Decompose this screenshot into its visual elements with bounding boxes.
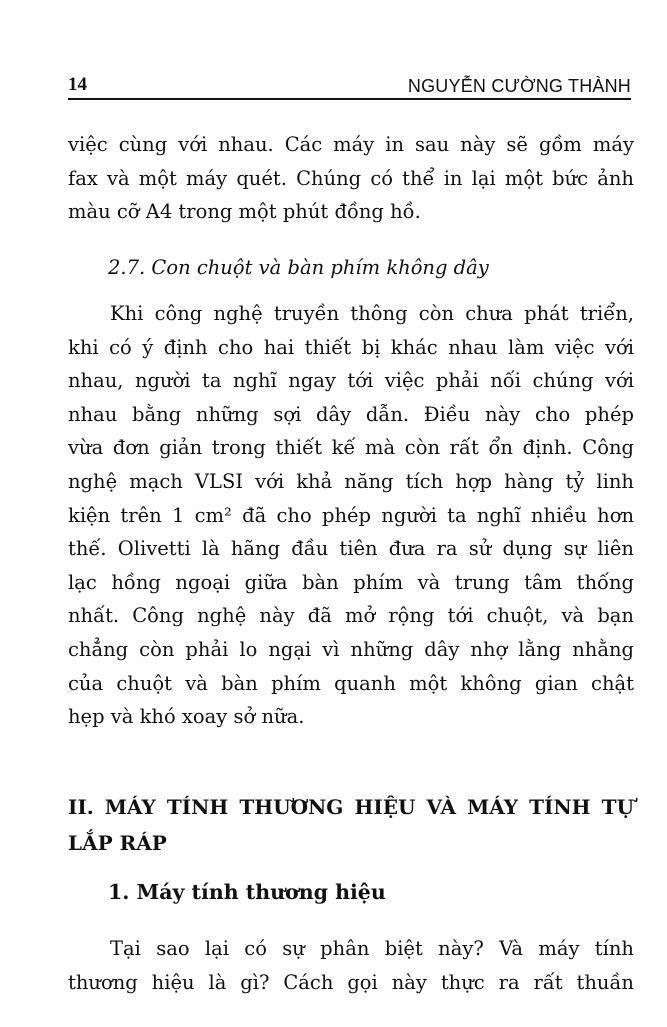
section-heading-line: II. MÁY TÍNH THƯƠNG HIỆU VÀ MÁY TÍNH TỰ — [68, 795, 634, 819]
text-line: hẹp và khó xoay sở nữa. — [68, 705, 305, 729]
text-line: việc cùng với nhau. Các máy in sau này sẽ gồm máy — [68, 133, 634, 156]
text-line: fax và một máy quét. Chúng có thể in lại một bức ảnh — [68, 166, 634, 190]
text-line: lạc hồng ngoại giữa bàn phím và trung tâm thống — [68, 570, 634, 594]
text-line: Tại sao lại có sự phân biệt này? Và máy tính — [110, 937, 634, 960]
text-line: khi có ý định cho hai thiết bị khác nhau làm việc với — [68, 335, 634, 359]
paragraph-wireless — [68, 297, 634, 734]
text-line: vừa đơn giản trong thiết kế mà còn rất ổn định. Công — [68, 436, 634, 460]
paragraph-continued — [68, 128, 634, 229]
section-heading-line: LẮP RÁP — [68, 831, 167, 855]
text-line: Khi công nghệ truyền thông còn chưa phát triển, — [110, 302, 634, 325]
text-line: nhất. Công nghệ này đã mở rộng tới chuột, và bạn — [68, 604, 634, 628]
text-line: thế. Olivetti là hãng đầu tiên đưa ra sử dụng sự liên — [68, 537, 634, 561]
text-line: màu cỡ A4 trong một phút đồng hồ. — [68, 200, 421, 224]
page-number: 14 — [68, 74, 87, 95]
running-head: NGUYỄN CƯỜNG THÀNH — [407, 76, 631, 96]
text-line: thương hiệu là gì? Cách gọi này thực ra rất thuần — [68, 970, 634, 994]
page-header — [68, 74, 631, 100]
paragraph-brand-pc — [68, 932, 634, 999]
text-line: chẳng còn phải lo ngại vì những dây nhợ lằng nhằng — [68, 637, 634, 661]
text-line: nghệ mạch VLSI với khả năng tích hợp hàng tỷ linh — [68, 469, 634, 493]
text-line: kiện trên 1 cm² đã cho phép người ta nghĩ nhiều hơn — [68, 503, 634, 527]
text-line: của chuột và bàn phím quanh một không gian chật — [68, 671, 634, 695]
text-line: nhau bằng những sợi dây dẫn. Điều này cho phép — [68, 402, 634, 426]
text-line: nhau, người ta nghĩ ngay tới việc phải nối chúng với — [68, 369, 634, 393]
section-heading-II — [68, 789, 634, 861]
subsection-heading-1: 1. Máy tính thương hiệu — [108, 880, 386, 904]
subsection-heading-2-7: 2.7. Con chuột và bàn phím không dây — [108, 256, 489, 279]
